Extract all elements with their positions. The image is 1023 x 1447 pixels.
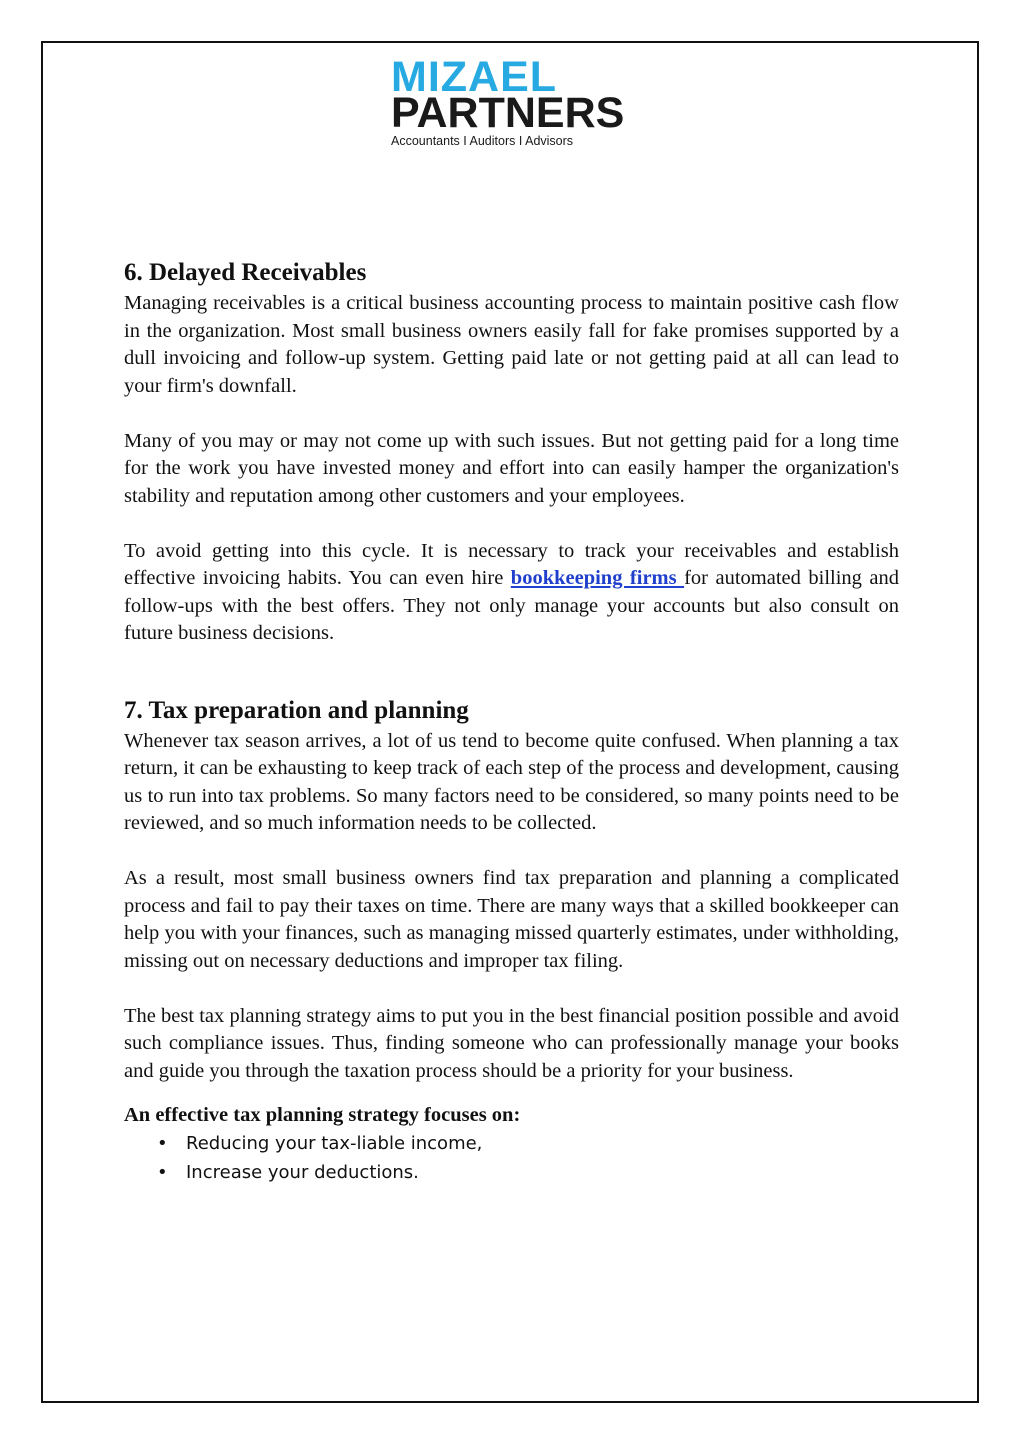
bullet-icon: •	[157, 1162, 168, 1183]
bullet-icon: •	[157, 1133, 168, 1154]
strategy-list	[124, 1129, 899, 1187]
logo-line-partners: PARTNERS	[391, 89, 625, 137]
section-6-heading: 6. Delayed Receivables	[124, 259, 367, 286]
section-6-paragraph-3	[124, 538, 899, 648]
list-item	[124, 1129, 899, 1158]
company-logo	[391, 53, 631, 149]
list-item	[124, 1158, 899, 1187]
bookkeeping-firms-link[interactable]: bookkeeping firms	[510, 567, 685, 589]
strategy-heading: An effective tax planning strategy focuses on:	[124, 1104, 521, 1126]
section-6-paragraph-2: Many of you may or may not come up with such issues. But not getting paid for a long time for the work you have invested money and effort into can easily hamper the organization's stability and reputation among other customers and your employees.	[124, 429, 899, 507]
section-6-paragraph-1: Managing receivables is a critical business accounting process to maintain positive cash flow in the organization. Most small business owners easily fall for fake promises supported by a dull invoicing and follow-up system. Getting paid late or not getting paid at all can lead to your firm's downfall.	[124, 292, 899, 397]
section-7-paragraph-2: As a result, most small business owners find tax preparation and planning a complicated process and fail to pay their taxes on time. There are many ways that a skilled bookkeeper can help you with your finances, such as managing missed quarterly estimates, under withholding, missing out on necessary deductions and improper tax filing.	[124, 867, 899, 972]
section-7-paragraph-1: Whenever tax season arrives, a lot of us tend to become quite confused. When planning a tax return, it can be exhausting to keep track of each step of the process and development, causing us to run into tax problems. So many factors need to be considered, so many points need to be reviewed, and so much information needs to be collected.	[124, 729, 899, 834]
list-item-text: Reducing your tax-liable income,	[186, 1133, 483, 1154]
paragraph-3-text-before: To avoid getting into this cycle. It is necessary to track your receivables and establish effective invoicing habits. You can even hire	[124, 539, 899, 589]
list-item-text: Increase your deductions.	[186, 1162, 419, 1183]
document-body	[124, 256, 899, 1187]
paragraph-3-text-after: for automated billing and follow-ups with the best offers. They not only manage your accounts but also consult on future business decisions.	[124, 567, 899, 644]
logo-line-mizael: MIZAEL	[391, 53, 558, 101]
section-7-paragraph-3: The best tax planning strategy aims to put you in the best financial position possible and avoid such compliance issues. Thus, finding someone who can professionally manage your books and guide you through the taxation process should be a priority for your business.	[124, 1004, 899, 1082]
logo-tagline: Accountants I Auditors I Advisors	[391, 134, 574, 148]
section-7-heading: 7. Tax preparation and planning	[124, 696, 469, 724]
